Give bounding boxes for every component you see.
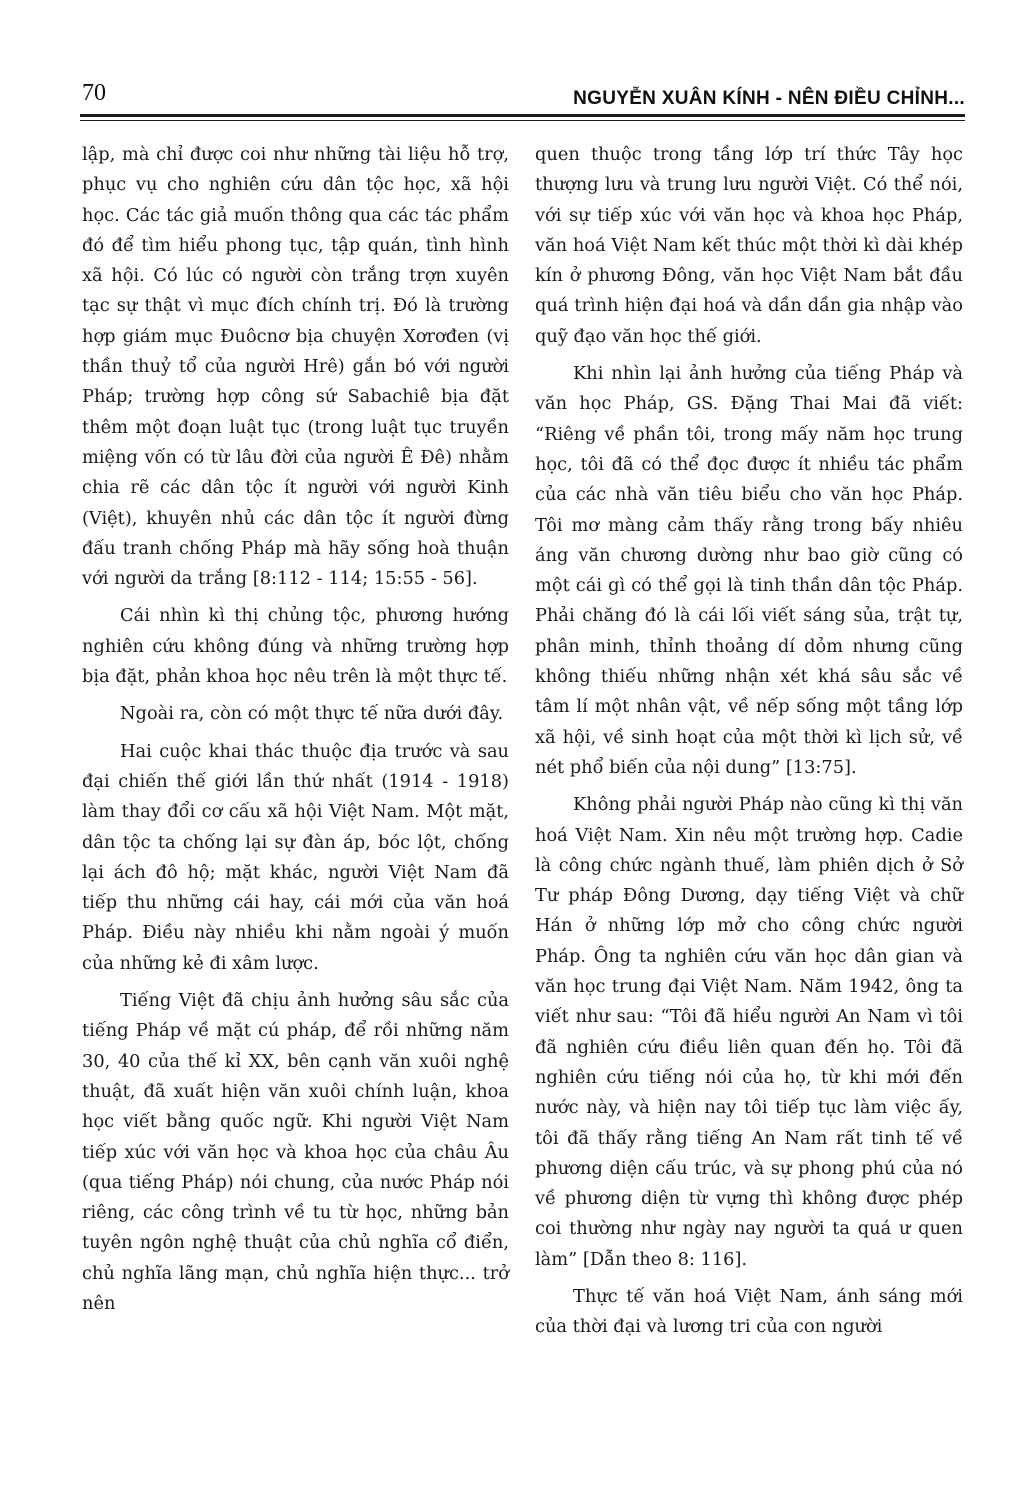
paragraph: Hai cuộc khai thác thuộc địa trước và sau đại chiến thế giới lần thứ nhất (1914 - 1918) làm thay đổi cơ cấu xã hội Việt Nam. Một mặt, dân tộc ta chống lại sự đàn áp, bóc lột, chống lại ách đô hộ; mặt khác, người Việt Nam đã tiếp thu những cái hay, cái mới của văn hoá Pháp. Điều này nhiều khi nằm ngoài ý muốn của những kẻ đi xâm lược. — [82, 740, 509, 974]
paragraph: Ngoài ra, còn có một thực tế nữa dưới đây. — [120, 703, 504, 725]
paragraph: Tiếng Việt đã chịu ảnh hưởng sâu sắc của tiếng Pháp về mặt cú pháp, để rồi những năm 30, 40 của thế kỉ XX, bên cạnh văn xuôi nghệ thuật, đã xuất hiện văn xuôi chính luận, khoa học viết bằng quốc ngữ. Khi người Việt Nam tiếp xúc với văn học và khoa học của châu Âu (qua tiếng Pháp) nói chung, của nước Pháp nói riêng, các công trình về tu từ học, những bản tuyên ngôn nghệ thuật của chủ nghĩa cổ điển, chủ nghĩa lãng mạn, chủ nghĩa hiện thực... trở nên — [82, 990, 509, 1314]
page-number: 70 — [82, 80, 106, 106]
paragraph: Không phải người Pháp nào cũng kì thị văn hoá Việt Nam. Xin nêu một trường hợp. Cadie là công chức ngành thuế, làm phiên dịch ở Sở Tư pháp Đông Dương, dạy tiếng Việt và chữ Hán ở những lớp mở cho công chức người Pháp. Ông ta nghiên cứu văn học dân gian và văn học trung đại Việt Nam. Năm 1942, ông ta viết như sau: “Tôi đã hiểu người An Nam vì tôi đã nghiên cứu điều liên quan đến họ. Tôi đã nghiên cứu tiếng nói của họ, từ khi mới đến nước này, và hiện nay tôi tiếp tục làm việc ấy, tôi đã thấy rằng tiếng An Nam rất tinh tế về phương diện cấu trúc, và sự phong phú của nó về phương diện từ vựng thì không được phép coi thường như ngày nay người ta quá ư quen làm” [Dẫn theo 8: 116]. — [535, 794, 963, 1270]
header-rule-thin — [80, 120, 965, 121]
paragraph: Cái nhìn kì thị chủng tộc, phương hướng nghiên cứu không đúng và những trường hợp bịa đặt, phản khoa học nêu trên là một thực tế. — [82, 605, 509, 688]
running-header: NGUYỄN XUÂN KÍNH - NÊN ĐIỀU CHỈNH... — [573, 88, 965, 109]
paragraph: lập, mà chỉ được coi như những tài liệu hỗ trợ, phục vụ cho nghiên cứu dân tộc học, xã hội học. Các tác giả muốn thông qua các tác phẩm đó để tìm hiểu phong tục, tập quán, tình hình xã hội. Có lúc có người còn trắng trợn xuyên tạc sự thật vì mục đích chính trị. Đó là trường hợp giám mục Đuôcnơ bịa chuyện Xơrơđen (vị thần thuỷ tổ của người Hrê) gắn bó với người Pháp; trường hợp công sứ Sabachiê bịa đặt thêm một đoạn luật tục (trong luật tục truyền miệng vốn có từ lâu đời của người Ê Đê) nhằm chia rẽ các dân tộc ít người với người Kinh (Việt), khuyên nhủ các dân tộc ít người đừng đấu tranh chống Pháp mà hãy sống hoà thuận với người da trắng [8:112 - 114; 15:55 - 56]. — [82, 144, 509, 590]
header-rule-thick — [80, 114, 965, 117]
paragraph: Khi nhìn lại ảnh hưởng của tiếng Pháp và văn học Pháp, GS. Đặng Thai Mai đã viết: “Riêng về phần tôi, trong mấy năm học trung học, tôi đã có thể đọc được ít nhiều tác phẩm của các nhà văn tiêu biểu cho văn học Pháp. Tôi mơ màng cảm thấy rằng trong bấy nhiêu áng văn chương dường như bao giờ cũng có một cái gì có thể gọi là tinh thần dân tộc Pháp. Phải chăng đó là cái lối viết sáng sủa, trật tự, phân minh, thỉnh thoảng dí dỏm nhưng cũng không thiếu những nhận xét khá sâu sắc về tâm lí một nhân vật, về nếp sống một tầng lớp xã hội, về sinh hoạt của một thời kì lịch sử, về nét phổ biến của nội dung” [13:75]. — [535, 363, 963, 778]
paragraph: quen thuộc trong tầng lớp trí thức Tây học thượng lưu và trung lưu người Việt. Có thể nói, với sự tiếp xúc với văn học và khoa học Pháp, văn hoá Việt Nam kết thúc một thời kì dài khép kín ở phương Đông, văn học Việt Nam bắt đầu quá trình hiện đại hoá và dần dần gia nhập vào quỹ đạo văn học thế giới. — [535, 144, 963, 347]
right-column — [535, 140, 963, 1350]
paragraph: Thực tế văn hoá Việt Nam, ánh sáng mới của thời đại và lương tri của con người — [535, 1285, 963, 1338]
left-column — [82, 140, 509, 1326]
